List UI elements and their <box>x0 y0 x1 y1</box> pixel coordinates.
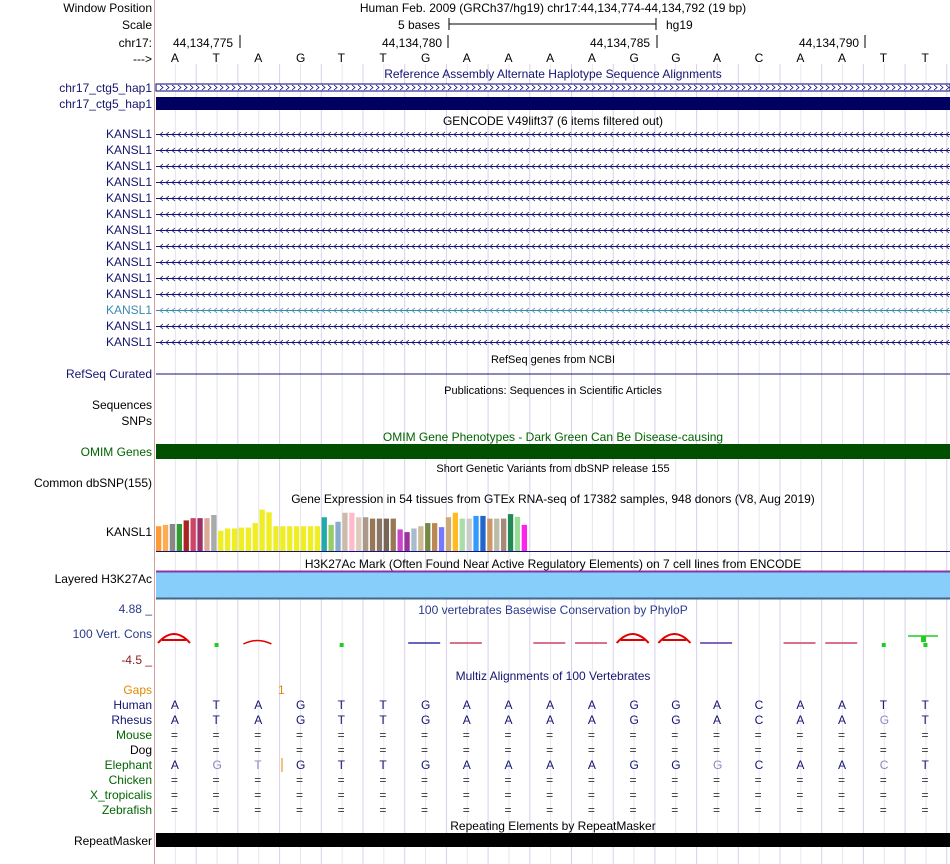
gtex-tissue-bar <box>356 517 361 551</box>
alignment-base: C <box>754 758 764 772</box>
alignment-base: = <box>587 803 595 817</box>
scale-label: Scale <box>121 18 152 32</box>
alt-haplotype-feature-2 <box>156 97 950 110</box>
gtex-tissue-bar <box>453 513 458 551</box>
alignment-base: = <box>712 743 720 757</box>
alignment-base: G <box>295 713 306 727</box>
alignment-base: = <box>671 773 679 787</box>
alignment-base: = <box>754 803 762 817</box>
alignment-base: = <box>921 803 929 817</box>
alignment-base: = <box>838 728 846 742</box>
gtex-tissue-bar <box>329 525 334 551</box>
alignment-base: = <box>546 728 554 742</box>
alignment-base: = <box>254 788 262 802</box>
coord-2: 44,134,780 <box>382 36 443 50</box>
alignment-base: G <box>212 758 222 772</box>
publications-track-title[interactable]: Publications: Sequences in Scientific Articles <box>444 385 662 397</box>
gtex-tissue-bar <box>184 520 189 551</box>
alignment-base: = <box>796 788 804 802</box>
alignment-base: A <box>504 713 513 727</box>
gtex-tissue-bar <box>370 519 375 551</box>
assembly-position[interactable]: Human Feb. 2009 (GRCh37/hg19) chr17:44,134,774-44,134,792 (19 bp) <box>359 1 747 15</box>
alignment-base: = <box>629 803 637 817</box>
alignment-base: = <box>629 743 637 757</box>
alignment-base: = <box>796 728 804 742</box>
publications-label-sequences[interactable]: Sequences <box>91 398 152 412</box>
alignment-base: = <box>170 803 178 817</box>
gtex-tissue-bar <box>191 518 196 551</box>
base-letter: G <box>629 51 639 65</box>
alignment-base: = <box>421 773 429 787</box>
alignment-base: = <box>671 788 679 802</box>
alignment-base: = <box>712 728 720 742</box>
alignment-base: C <box>754 698 764 712</box>
gtex-tissue-bar <box>494 519 499 551</box>
alignment-base: = <box>504 743 512 757</box>
gtex-tissue-bar <box>170 524 175 551</box>
alignment-base: G <box>421 758 431 772</box>
alignment-base: = <box>879 728 887 742</box>
alignment-base: = <box>712 788 720 802</box>
h3k27ac-track-title[interactable]: H3K27Ac Mark (Often Found Near Active Regulatory Elements) on 7 cell lines from ENCODE <box>304 557 802 571</box>
alignment-base: A <box>838 713 847 727</box>
phylop-peak-small <box>243 641 271 645</box>
alignment-base: A <box>546 713 555 727</box>
alignment-base: T <box>379 758 387 772</box>
gencode-transcript-label[interactable]: KANSL1 <box>105 175 152 189</box>
gencode-transcript-label[interactable]: KANSL1 <box>105 255 152 269</box>
base-letter: C <box>754 51 764 65</box>
alignment-base: = <box>504 773 512 787</box>
gtex-tissue-bar <box>508 514 513 551</box>
alt-haplotype-label-1[interactable]: chr17_ctg5_hap1 <box>59 81 152 95</box>
alignment-base: A <box>462 758 471 772</box>
phylop-negative <box>923 643 927 647</box>
alignment-base: = <box>921 788 929 802</box>
alignment-base: = <box>671 803 679 817</box>
alignment-base: T <box>921 698 929 712</box>
base-letter: A <box>254 51 263 65</box>
gtex-tissue-bar <box>301 526 306 551</box>
scale-db: hg19 <box>666 18 693 32</box>
gtex-tissue-bar <box>432 523 437 551</box>
omim-track-title[interactable]: OMIM Gene Phenotypes - Dark Green Can Be Disease-causing <box>382 430 724 444</box>
base-letter: A <box>838 51 847 65</box>
alignment-base: = <box>170 743 178 757</box>
alignment-base: = <box>254 728 262 742</box>
gtex-tissue-bar <box>391 519 396 551</box>
gtex-tissue-bar <box>384 519 389 551</box>
alignment-base: = <box>421 803 429 817</box>
alignment-base: = <box>212 803 220 817</box>
alignment-base: = <box>796 803 804 817</box>
alignment-base: = <box>212 773 220 787</box>
gaps-label[interactable]: Gaps <box>123 683 152 697</box>
species-label[interactable]: Zebrafish <box>101 803 152 817</box>
alignment-base: C <box>754 713 764 727</box>
phylop-negative <box>882 643 886 647</box>
alignment-base: = <box>295 788 303 802</box>
alignment-base: = <box>337 728 345 742</box>
alignment-base: = <box>546 743 554 757</box>
gencode-track-title[interactable]: GENCODE V49lift37 (6 items filtered out) <box>442 114 664 128</box>
alignment-base: = <box>295 803 303 817</box>
gtex-tissue-bar <box>287 526 292 551</box>
alignment-base: = <box>546 803 554 817</box>
alignment-base: = <box>170 788 178 802</box>
alignment-base: = <box>838 803 846 817</box>
alignment-base: A <box>254 713 263 727</box>
gtex-tissue-bar <box>211 515 216 551</box>
alignment-base: = <box>629 788 637 802</box>
alignment-base: = <box>921 743 929 757</box>
gtex-tissue-bar <box>273 526 278 551</box>
species-label[interactable]: Dog <box>129 743 152 757</box>
gencode-transcript-label[interactable]: KANSL1 <box>105 319 152 333</box>
alignment-base: A <box>712 698 721 712</box>
alignment-base: G <box>295 758 306 772</box>
gtex-tissue-bar <box>467 519 472 551</box>
alignment-base: = <box>337 743 345 757</box>
alignment-base: = <box>421 743 429 757</box>
alignment-base: = <box>379 773 387 787</box>
gtex-tissue-bar <box>260 510 265 551</box>
alignment-base: = <box>462 803 470 817</box>
alignment-base: = <box>462 743 470 757</box>
alignment-base: = <box>212 728 220 742</box>
base-letter: A <box>587 51 596 65</box>
alignment-base: = <box>337 773 345 787</box>
gtex-tissue-bar <box>266 512 271 551</box>
alignment-base: G <box>712 758 723 772</box>
base-letter: G <box>671 51 681 65</box>
gencode-transcript-label[interactable]: KANSL1 <box>105 207 152 221</box>
alignment-base: T <box>379 713 387 727</box>
gtex-tissue-bar <box>377 519 382 551</box>
scale-bar-text: 5 bases <box>398 18 441 32</box>
alignment-base: = <box>504 803 512 817</box>
alignment-base: = <box>337 788 345 802</box>
alignment-base: = <box>504 728 512 742</box>
gtex-tissue-bar <box>156 526 161 551</box>
gtex-tissue-bar <box>308 526 313 551</box>
gtex-tissue-bar <box>342 513 347 551</box>
alignment-base: = <box>838 743 846 757</box>
gencode-transcript-label[interactable]: KANSL1 <box>105 191 152 205</box>
alignment-base: = <box>587 728 595 742</box>
alignment-base: = <box>295 728 303 742</box>
gencode-transcript-label[interactable]: KANSL1 <box>105 223 152 237</box>
alignment-base: = <box>838 788 846 802</box>
alignment-base: = <box>587 773 595 787</box>
alignment-base: = <box>337 803 345 817</box>
gtex-tissue-bar <box>363 517 368 551</box>
alignment-base: = <box>421 788 429 802</box>
alignment-base: A <box>796 698 805 712</box>
gtex-tissue-bar <box>522 525 527 551</box>
base-letter: G <box>295 51 306 65</box>
species-label[interactable]: Elephant <box>104 758 152 772</box>
dbsnp-track-title[interactable]: Short Genetic Variants from dbSNP release 155 <box>436 463 670 475</box>
base-letter: T <box>212 51 220 65</box>
conservation-min-label: -4.5 _ <box>121 653 152 667</box>
alignment-base: = <box>754 788 762 802</box>
gtex-tissue-bar <box>460 519 465 551</box>
alignment-base: = <box>879 743 887 757</box>
alignment-base: = <box>712 773 720 787</box>
coord-1: 44,134,775 <box>173 36 234 50</box>
repeatmasker-track-title[interactable]: Repeating Elements by RepeatMasker <box>450 819 656 833</box>
gtex-tissue-bar <box>487 519 492 551</box>
omim-label[interactable]: OMIM Genes <box>80 445 152 459</box>
alignment-base: A <box>462 698 471 712</box>
alignment-base: = <box>170 773 178 787</box>
alignment-base: A <box>838 698 847 712</box>
gtex-tissue-bar <box>473 516 478 551</box>
alignment-base: G <box>671 698 681 712</box>
alignment-base: A <box>170 713 179 727</box>
alignment-base: = <box>629 773 637 787</box>
phylop-peak <box>658 634 690 643</box>
alignment-base: = <box>212 788 220 802</box>
alignment-base: = <box>754 773 762 787</box>
alignment-base: = <box>504 788 512 802</box>
alignment-base: T <box>212 713 220 727</box>
omim-feature <box>156 444 950 459</box>
alignment-base: = <box>379 788 387 802</box>
gtex-tissue-bar <box>501 519 506 551</box>
alignment-base: = <box>754 728 762 742</box>
species-label[interactable]: Mouse <box>115 728 152 742</box>
base-letter: A <box>796 51 805 65</box>
phylop-peak <box>617 634 649 643</box>
gtex-tissue-bar <box>411 529 416 552</box>
alignment-base: T <box>921 758 929 772</box>
alignment-base: A <box>546 758 555 772</box>
alignment-base: T <box>337 713 345 727</box>
multiz-track-title[interactable]: Multiz Alignments of 100 Vertebrates <box>455 669 651 683</box>
alignment-base: T <box>337 698 345 712</box>
gtex-tissue-bar <box>515 517 520 551</box>
alignment-base: A <box>587 698 596 712</box>
gtex-tissue-bar <box>398 529 403 551</box>
repeatmasker-feature <box>156 833 950 847</box>
window-position-label: Window Position <box>63 1 152 15</box>
alignment-base: G <box>629 698 639 712</box>
alignment-base: T <box>921 713 929 727</box>
species-label[interactable]: Rhesus <box>111 713 152 727</box>
alignment-base: = <box>879 788 887 802</box>
gtex-tissue-bar <box>197 518 202 551</box>
chrom-label: chr17: <box>118 36 152 50</box>
refseq-label[interactable]: RefSeq Curated <box>65 367 152 381</box>
gtex-tissue-bar <box>294 526 299 551</box>
alignment-base: G <box>671 758 681 772</box>
base-letter: A <box>462 51 471 65</box>
alt-haplotype-label-2[interactable]: chr17_ctg5_hap1 <box>59 97 152 111</box>
phylop-negative <box>215 643 219 647</box>
base-letter: T <box>879 51 888 65</box>
alignment-base: = <box>170 728 178 742</box>
phylop-peak <box>158 634 190 643</box>
gencode-transcript-label[interactable]: KANSL1 <box>105 239 152 253</box>
gencode-transcript-label[interactable]: KANSL1 <box>105 303 152 317</box>
alignment-base: = <box>462 788 470 802</box>
alignment-base: = <box>254 743 262 757</box>
alignment-base: C <box>879 758 889 772</box>
gencode-transcript-label[interactable]: KANSL1 <box>105 335 152 349</box>
gtex-tissue-bar <box>163 525 168 551</box>
alignment-base: A <box>796 713 805 727</box>
alignment-base: A <box>712 713 721 727</box>
alignment-base: G <box>421 713 431 727</box>
alignment-base: = <box>796 743 804 757</box>
gtex-label[interactable]: KANSL1 <box>105 525 152 539</box>
alignment-base: = <box>671 728 679 742</box>
gtex-tissue-bar <box>204 518 209 551</box>
alignment-base: = <box>379 743 387 757</box>
base-letter: G <box>421 51 431 65</box>
base-letter: A <box>712 51 721 65</box>
gtex-tissue-bar <box>218 531 223 551</box>
alignment-base: = <box>254 773 262 787</box>
alignment-base: = <box>879 803 887 817</box>
species-label[interactable]: Human <box>113 698 152 712</box>
alignment-base: = <box>421 728 429 742</box>
alignment-base: T <box>254 758 262 772</box>
alignment-base: = <box>254 803 262 817</box>
base-letter: T <box>379 51 387 65</box>
gtex-tissue-bar <box>225 529 230 552</box>
gtex-tissue-bar <box>322 517 327 551</box>
gtex-tissue-bar <box>349 513 354 551</box>
alignment-base: A <box>504 758 513 772</box>
gtex-tissue-bar <box>418 526 423 551</box>
alignment-base: = <box>754 743 762 757</box>
base-letter: T <box>921 51 929 65</box>
conservation-max-label: 4.88 _ <box>118 602 152 616</box>
alignment-base: = <box>212 743 220 757</box>
alignment-base: G <box>295 698 306 712</box>
refseq-track-title[interactable]: RefSeq genes from NCBI <box>490 354 616 366</box>
alignment-base: A <box>546 698 555 712</box>
alignment-base: G <box>671 713 681 727</box>
conservation-label[interactable]: 100 Vert. Cons <box>72 627 152 641</box>
alignment-base: = <box>546 788 554 802</box>
base-letter: A <box>546 51 555 65</box>
alignment-base: = <box>921 728 929 742</box>
coord-3: 44,134,785 <box>590 36 651 50</box>
alignment-base: = <box>587 788 595 802</box>
alignment-base: G <box>629 713 639 727</box>
base-letter: T <box>337 51 345 65</box>
gtex-tissue-bar <box>404 532 409 551</box>
gtex-tissue-bar <box>177 524 182 551</box>
gencode-transcript-label[interactable]: KANSL1 <box>105 143 152 157</box>
alignment-base: T <box>212 698 220 712</box>
alignment-base: = <box>462 773 470 787</box>
gtex-tissue-bar <box>280 526 285 551</box>
gtex-tissue-bar <box>335 522 340 551</box>
conservation-track-title[interactable]: 100 vertebrates Basewise Conservation by PhyloP <box>418 603 688 617</box>
alignment-base: = <box>629 728 637 742</box>
alignment-base: A <box>504 698 513 712</box>
alignment-base: A <box>170 698 179 712</box>
alignment-base: A <box>587 713 596 727</box>
alignment-base: = <box>462 728 470 742</box>
alignment-base: T <box>879 698 888 712</box>
alignment-base: A <box>170 758 179 772</box>
alt-haplotype-track-title[interactable]: Reference Assembly Alternate Haplotype Sequence Alignments <box>384 67 722 81</box>
species-label[interactable]: Chicken <box>108 773 152 787</box>
gencode-transcript-label[interactable]: KANSL1 <box>105 159 152 173</box>
gtex-track-title[interactable]: Gene Expression in 54 tissues from GTEx RNA-seq of 17382 samples, 948 donors (V8, Aug 2019) <box>291 492 815 506</box>
gtex-tissue-bar <box>425 523 430 551</box>
alignment-base: A <box>796 758 805 772</box>
alignment-base: = <box>712 803 720 817</box>
gtex-tissue-bar <box>239 528 244 551</box>
gtex-tissue-bar <box>315 526 320 551</box>
alignment-base: A <box>587 758 596 772</box>
alignment-base: = <box>379 803 387 817</box>
alignment-base: A <box>254 698 263 712</box>
gtex-tissue-bar <box>446 517 451 551</box>
alignment-base: = <box>796 773 804 787</box>
dbsnp-label[interactable]: Common dbSNP(155) <box>33 476 152 490</box>
alignment-base: = <box>587 743 595 757</box>
gtex-tissue-bar <box>480 516 485 551</box>
publications-label-snps[interactable]: SNPs <box>121 414 152 428</box>
gtex-tissue-bar <box>232 529 237 552</box>
h3k27ac-signal <box>156 571 950 599</box>
alignment-base: = <box>671 743 679 757</box>
alignment-base: = <box>379 728 387 742</box>
base-letter: A <box>170 51 179 65</box>
coord-4: 44,134,790 <box>799 36 860 50</box>
gencode-transcript-label[interactable]: KANSL1 <box>105 271 152 285</box>
h3k27ac-label[interactable]: Layered H3K27Ac <box>54 572 152 586</box>
alignment-base: = <box>295 743 303 757</box>
alignment-base: = <box>921 773 929 787</box>
alignment-base: A <box>462 713 471 727</box>
gencode-transcript-label[interactable]: KANSL1 <box>105 127 152 141</box>
alignment-base: G <box>879 713 890 727</box>
alignment-base: T <box>337 758 345 772</box>
repeatmasker-label[interactable]: RepeatMasker <box>73 834 152 848</box>
alignment-base: = <box>838 773 846 787</box>
alignment-base: G <box>629 758 639 772</box>
alignment-base: = <box>546 773 554 787</box>
alignment-base: T <box>379 698 387 712</box>
alignment-base: = <box>879 773 887 787</box>
gtex-tissue-bar <box>246 528 251 551</box>
strand-label: ---> <box>133 52 152 66</box>
gap-marker: 1 <box>278 683 285 697</box>
phylop-negative <box>921 636 926 642</box>
alignment-base: A <box>838 758 847 772</box>
phylop-negative <box>340 643 344 647</box>
base-letter: A <box>504 51 513 65</box>
gtex-tissue-bar <box>253 523 258 551</box>
gencode-transcript-label[interactable]: KANSL1 <box>105 287 152 301</box>
gtex-tissue-bar <box>439 527 444 551</box>
alignment-base: G <box>421 698 431 712</box>
species-label[interactable]: X_tropicalis <box>89 788 152 802</box>
alignment-base: = <box>295 773 303 787</box>
